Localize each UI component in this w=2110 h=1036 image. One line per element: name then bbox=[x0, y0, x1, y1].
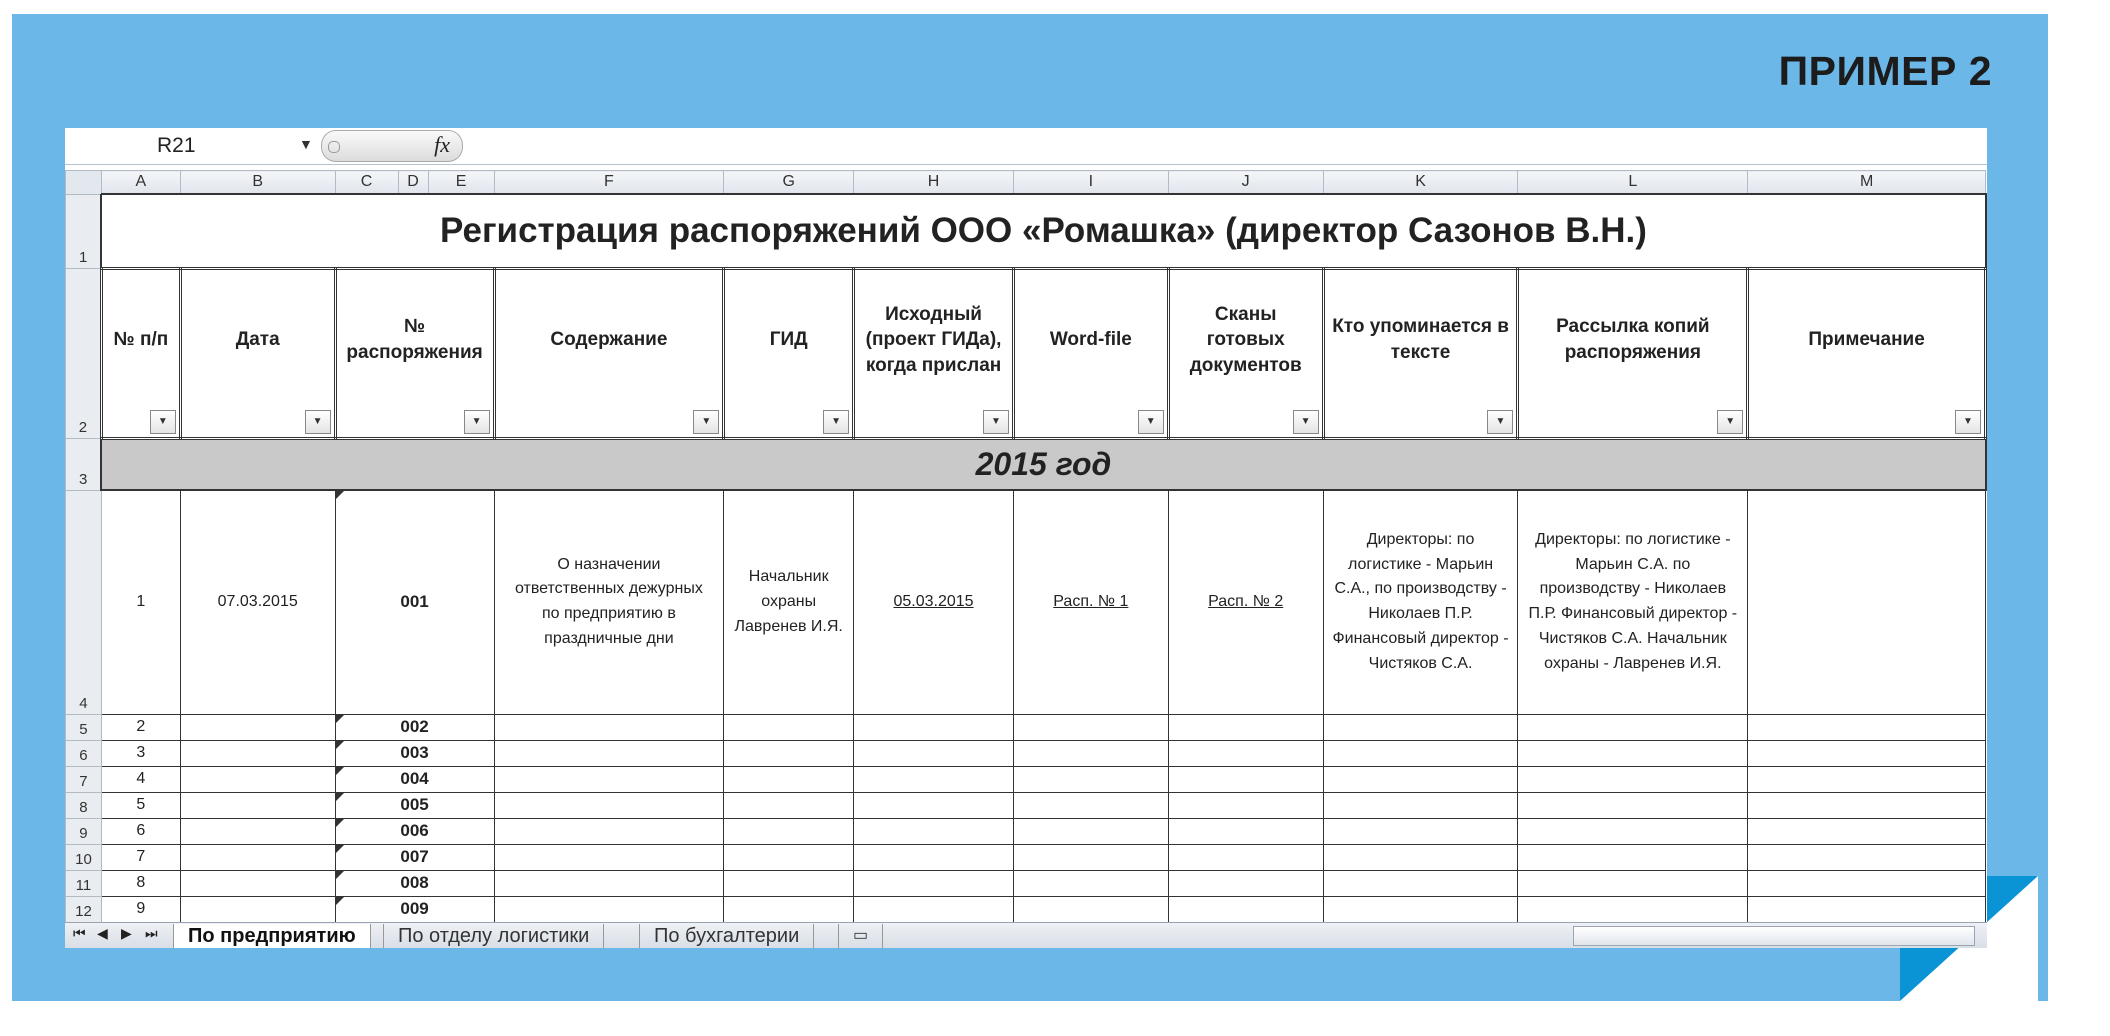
table-row bbox=[66, 792, 1986, 818]
cell-empty[interactable] bbox=[724, 896, 854, 922]
cell-empty[interactable] bbox=[1748, 740, 1986, 766]
header-order-label: № распоряжения bbox=[346, 316, 483, 363]
tab-po-bukhgalterii[interactable]: По бухгалтерии bbox=[639, 924, 814, 948]
tab-po-predpriyatiyu[interactable]: По предприятию bbox=[173, 924, 371, 948]
function-button[interactable] bbox=[321, 130, 463, 162]
column-header-b[interactable]: B bbox=[180, 171, 335, 195]
name-box[interactable] bbox=[67, 130, 319, 161]
cell-empty[interactable] bbox=[1013, 818, 1168, 844]
cell-n[interactable]: 5 bbox=[101, 792, 180, 818]
cell-empty[interactable] bbox=[1013, 870, 1168, 896]
header-mentioned-label: Кто упоминается в тексте bbox=[1332, 316, 1509, 363]
header-scans[interactable] bbox=[1168, 268, 1323, 438]
cell-note[interactable] bbox=[1748, 490, 1986, 714]
cell-order[interactable]: 008 bbox=[335, 870, 494, 896]
header-source[interactable] bbox=[854, 268, 1014, 438]
cell-empty[interactable] bbox=[724, 844, 854, 870]
cell-empty[interactable] bbox=[1323, 740, 1518, 766]
cell-order[interactable]: 001 bbox=[335, 490, 494, 714]
year-band[interactable]: 2015 год bbox=[101, 438, 1985, 490]
header-n[interactable] bbox=[101, 268, 180, 438]
column-header-c[interactable]: C bbox=[335, 171, 398, 195]
row-header[interactable]: 7 bbox=[66, 766, 102, 792]
first-sheet-icon[interactable]: ⏮ bbox=[73, 925, 86, 941]
table-row bbox=[66, 896, 1986, 922]
header-date[interactable] bbox=[180, 268, 335, 438]
column-header-i[interactable]: I bbox=[1013, 171, 1168, 195]
filter-dropdown-icon[interactable]: ▼ bbox=[1293, 410, 1319, 434]
cell-n[interactable]: 9 bbox=[101, 896, 180, 922]
cell-empty[interactable] bbox=[1518, 766, 1748, 792]
cell-empty[interactable] bbox=[1518, 740, 1748, 766]
cell-empty[interactable] bbox=[1323, 818, 1518, 844]
cell-empty[interactable] bbox=[1748, 818, 1986, 844]
cell-empty[interactable] bbox=[494, 844, 724, 870]
filter-dropdown-icon[interactable]: ▼ bbox=[1487, 410, 1513, 434]
header-date-label: Дата bbox=[235, 329, 280, 350]
cell-date[interactable] bbox=[180, 896, 335, 922]
header-note-label: Примечание bbox=[1808, 329, 1925, 350]
column-header-h[interactable]: H bbox=[854, 171, 1014, 195]
row-header[interactable]: 9 bbox=[66, 818, 102, 844]
column-header-a[interactable]: A bbox=[101, 171, 180, 195]
name-box-value: R21 bbox=[157, 134, 196, 157]
cell-empty[interactable] bbox=[724, 714, 854, 740]
table-row bbox=[66, 844, 1986, 870]
cell-source-link[interactable]: 05.03.2015 bbox=[854, 490, 1014, 714]
cell-empty[interactable] bbox=[1323, 896, 1518, 922]
cell-empty[interactable] bbox=[1168, 714, 1323, 740]
cell-empty[interactable] bbox=[1748, 844, 1986, 870]
cell-empty[interactable] bbox=[1518, 870, 1748, 896]
cell-date[interactable] bbox=[180, 766, 335, 792]
formula-bar bbox=[65, 128, 1987, 165]
circle-icon bbox=[328, 141, 340, 153]
cell-n[interactable]: 3 bbox=[101, 740, 180, 766]
filter-dropdown-icon[interactable]: ▼ bbox=[823, 410, 849, 434]
row-header[interactable]: 11 bbox=[66, 870, 102, 896]
row-header[interactable]: 5 bbox=[66, 714, 102, 740]
prev-sheet-icon[interactable]: ◀ bbox=[97, 925, 108, 941]
filter-dropdown-icon[interactable]: ▼ bbox=[305, 410, 331, 434]
cell-empty[interactable] bbox=[854, 792, 1014, 818]
cell-empty[interactable] bbox=[494, 792, 724, 818]
cell-order[interactable]: 006 bbox=[335, 818, 494, 844]
cell-empty[interactable] bbox=[854, 740, 1014, 766]
cell-order[interactable]: 004 bbox=[335, 766, 494, 792]
last-sheet-icon[interactable]: ⏭ bbox=[145, 925, 158, 941]
tab-po-otdelu-logistiki[interactable]: По отделу логистики bbox=[383, 924, 604, 948]
chevron-down-icon[interactable]: ▼ bbox=[299, 136, 313, 152]
cell-scans-link[interactable]: Расп. № 2 bbox=[1168, 490, 1323, 714]
header-gid-label: ГИД bbox=[769, 329, 808, 350]
cell-empty[interactable] bbox=[494, 870, 724, 896]
cell-n[interactable]: 1 bbox=[101, 490, 180, 714]
cell-empty[interactable] bbox=[1518, 792, 1748, 818]
cell-empty[interactable] bbox=[1323, 766, 1518, 792]
row-header[interactable]: 8 bbox=[66, 792, 102, 818]
cell-empty[interactable] bbox=[1013, 844, 1168, 870]
cell-empty[interactable] bbox=[1323, 714, 1518, 740]
header-n-label: № п/п bbox=[113, 329, 169, 350]
cell-empty[interactable] bbox=[854, 818, 1014, 844]
cell-empty[interactable] bbox=[1168, 766, 1323, 792]
cell-date[interactable] bbox=[180, 714, 335, 740]
cell-date[interactable]: 07.03.2015 bbox=[180, 490, 335, 714]
cell-empty[interactable] bbox=[494, 896, 724, 922]
cell-empty[interactable] bbox=[1168, 896, 1323, 922]
cell-empty[interactable] bbox=[724, 818, 854, 844]
header-gid[interactable] bbox=[724, 268, 854, 438]
cell-empty[interactable] bbox=[724, 792, 854, 818]
cell-empty[interactable] bbox=[1518, 714, 1748, 740]
cell-empty[interactable] bbox=[1748, 714, 1986, 740]
cell-date[interactable] bbox=[180, 870, 335, 896]
row-header-4[interactable]: 4 bbox=[66, 490, 102, 714]
cell-empty[interactable] bbox=[1168, 740, 1323, 766]
cell-empty[interactable] bbox=[494, 766, 724, 792]
column-header-m[interactable]: M bbox=[1748, 171, 1986, 195]
cell-empty[interactable] bbox=[1323, 870, 1518, 896]
cell-empty[interactable] bbox=[1748, 792, 1986, 818]
cell-n[interactable]: 2 bbox=[101, 714, 180, 740]
cell-gid[interactable]: Начальник охраны Лавренев И.Я. bbox=[724, 490, 854, 714]
cell-empty[interactable] bbox=[1013, 714, 1168, 740]
fx-icon: fx bbox=[434, 132, 450, 157]
cell-empty[interactable] bbox=[1323, 844, 1518, 870]
row-header-3[interactable]: 3 bbox=[66, 438, 102, 490]
cell-empty[interactable] bbox=[854, 844, 1014, 870]
filter-dropdown-icon[interactable]: ▼ bbox=[1717, 410, 1743, 434]
cell-empty[interactable] bbox=[1748, 896, 1986, 922]
filter-dropdown-icon[interactable]: ▼ bbox=[693, 410, 719, 434]
header-note[interactable] bbox=[1748, 268, 1986, 438]
cell-date[interactable] bbox=[180, 818, 335, 844]
filter-dropdown-icon[interactable]: ▼ bbox=[1955, 410, 1981, 434]
cell-empty[interactable] bbox=[854, 714, 1014, 740]
cell-order[interactable]: 007 bbox=[335, 844, 494, 870]
column-header-d[interactable]: D bbox=[398, 171, 428, 195]
header-mailing[interactable] bbox=[1518, 268, 1748, 438]
table-row bbox=[66, 818, 1986, 844]
filter-dropdown-icon[interactable]: ▼ bbox=[1138, 410, 1164, 434]
column-header-k[interactable]: K bbox=[1323, 171, 1518, 195]
row-header[interactable]: 6 bbox=[66, 740, 102, 766]
spreadsheet-window bbox=[65, 128, 1987, 948]
row-header[interactable]: 10 bbox=[66, 844, 102, 870]
sheet-grid bbox=[65, 170, 1987, 923]
cell-date[interactable] bbox=[180, 792, 335, 818]
header-word[interactable] bbox=[1013, 268, 1168, 438]
cell-word-link[interactable]: Расп. № 1 bbox=[1013, 490, 1168, 714]
cell-empty[interactable] bbox=[494, 714, 724, 740]
cell-empty[interactable] bbox=[1748, 870, 1986, 896]
cell-n[interactable]: 4 bbox=[101, 766, 180, 792]
cell-empty[interactable] bbox=[854, 766, 1014, 792]
new-sheet-icon[interactable]: ▭ bbox=[838, 924, 883, 948]
cell-empty[interactable] bbox=[1168, 818, 1323, 844]
cell-order[interactable]: 002 bbox=[335, 714, 494, 740]
cell-mailing[interactable]: Директоры: по логистике - Марьин С.А. по производству - Николаев П.Р. Финансовый директор - Чистяков С.А. Начальник охраны - Лавренев И.Я. bbox=[1518, 490, 1748, 714]
header-mentioned[interactable] bbox=[1323, 268, 1518, 438]
cell-empty[interactable] bbox=[1013, 740, 1168, 766]
table-row bbox=[66, 870, 1986, 896]
cell-empty[interactable] bbox=[724, 870, 854, 896]
column-header-e[interactable]: E bbox=[428, 171, 494, 195]
cell-empty[interactable] bbox=[724, 740, 854, 766]
column-header-f[interactable]: F bbox=[494, 171, 724, 195]
cell-empty[interactable] bbox=[1518, 818, 1748, 844]
header-order[interactable] bbox=[335, 268, 494, 438]
cell-mentioned[interactable]: Директоры: по логистике - Марьин С.А., по производству - Николаев П.Р. Финансовый директор - Чистяков С.А. bbox=[1323, 490, 1518, 714]
cell-date[interactable] bbox=[180, 740, 335, 766]
cell-n[interactable]: 6 bbox=[101, 818, 180, 844]
cell-empty[interactable] bbox=[854, 870, 1014, 896]
row-header-1[interactable]: 1 bbox=[66, 194, 102, 268]
row-header[interactable]: 12 bbox=[66, 896, 102, 922]
filter-dropdown-icon[interactable]: ▼ bbox=[464, 410, 490, 434]
column-header-l[interactable]: L bbox=[1518, 171, 1748, 195]
cell-empty[interactable] bbox=[724, 766, 854, 792]
column-header-j[interactable]: J bbox=[1168, 171, 1323, 195]
column-header-g[interactable]: G bbox=[724, 171, 854, 195]
cell-empty[interactable] bbox=[1168, 844, 1323, 870]
filter-dropdown-icon[interactable]: ▼ bbox=[983, 410, 1009, 434]
cell-content[interactable]: О назначении ответственных дежурных по предприятию в праздничные дни bbox=[494, 490, 724, 714]
select-all-corner[interactable] bbox=[66, 171, 102, 195]
cell-empty[interactable] bbox=[494, 818, 724, 844]
sheet-title[interactable]: Регистрация распоряжений ООО «Ромашка» (директор Сазонов В.Н.) bbox=[101, 194, 1985, 268]
header-content-label: Содержание bbox=[550, 329, 668, 350]
header-scans-label: Сканы готовых документов bbox=[1189, 303, 1302, 376]
cell-empty[interactable] bbox=[1168, 870, 1323, 896]
cell-empty[interactable] bbox=[1168, 792, 1323, 818]
cell-empty[interactable] bbox=[854, 896, 1014, 922]
header-content[interactable] bbox=[494, 268, 724, 438]
cell-n[interactable]: 8 bbox=[101, 870, 180, 896]
table-row bbox=[66, 714, 1986, 740]
cell-empty[interactable] bbox=[1013, 792, 1168, 818]
filter-dropdown-icon[interactable]: ▼ bbox=[150, 410, 176, 434]
cell-empty[interactable] bbox=[1013, 766, 1168, 792]
row-header-2[interactable]: 2 bbox=[66, 268, 102, 438]
cell-empty[interactable] bbox=[494, 740, 724, 766]
cell-empty[interactable] bbox=[1518, 896, 1748, 922]
header-mailing-label: Рассылка копий распоряжения bbox=[1556, 316, 1710, 363]
header-source-label: Исходный (проект ГИДа), когда прислан bbox=[865, 303, 1002, 376]
table-row bbox=[66, 766, 1986, 792]
cell-empty[interactable] bbox=[1748, 766, 1986, 792]
example-badge: ПРИМЕР 2 bbox=[1778, 48, 1992, 94]
cell-order[interactable]: 005 bbox=[335, 792, 494, 818]
cell-empty[interactable] bbox=[1518, 844, 1748, 870]
cell-order[interactable]: 009 bbox=[335, 896, 494, 922]
cell-empty[interactable] bbox=[1013, 896, 1168, 922]
cell-order[interactable]: 003 bbox=[335, 740, 494, 766]
horizontal-scrollbar[interactable] bbox=[1573, 926, 1975, 946]
header-word-label: Word-file bbox=[1049, 329, 1132, 350]
cell-date[interactable] bbox=[180, 844, 335, 870]
cell-n[interactable]: 7 bbox=[101, 844, 180, 870]
sheet-tab-bar bbox=[65, 922, 1987, 948]
next-sheet-icon[interactable]: ▶ bbox=[121, 925, 132, 941]
table-row bbox=[66, 740, 1986, 766]
cell-empty[interactable] bbox=[1323, 792, 1518, 818]
